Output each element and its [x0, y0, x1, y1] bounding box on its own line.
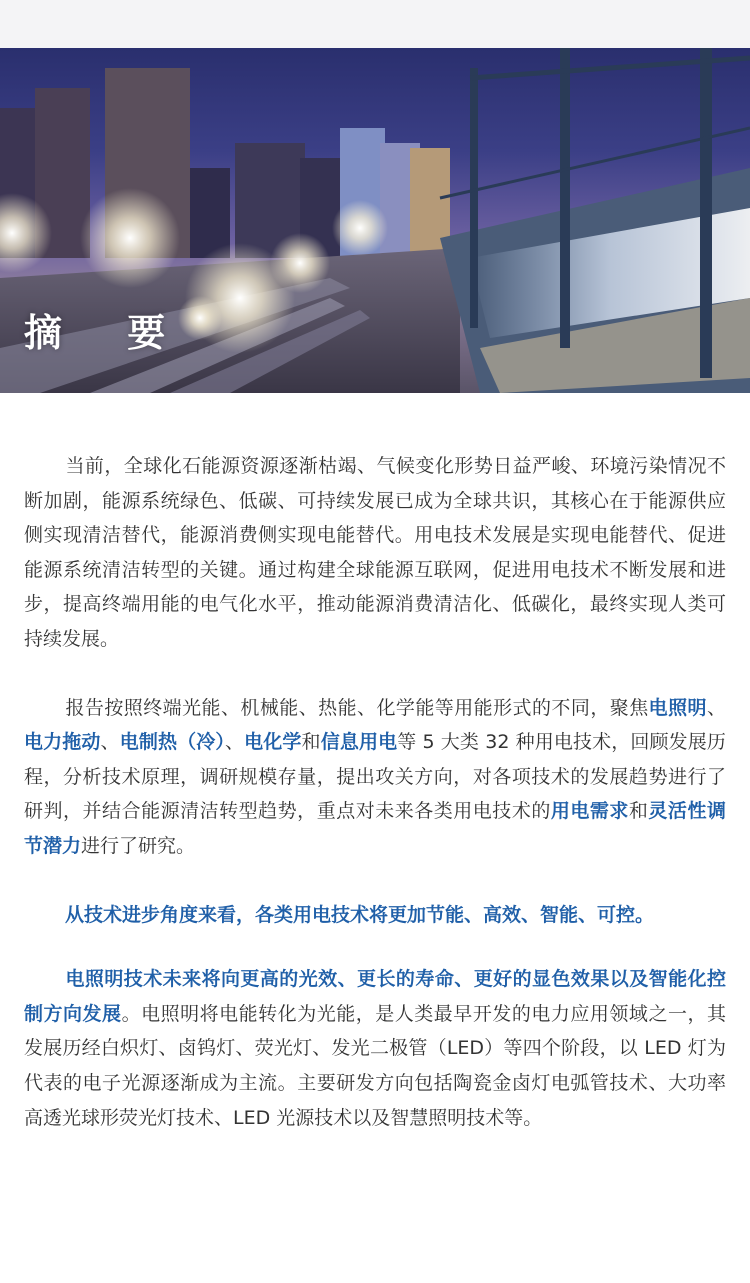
scope-text-d: 进行了研究。	[81, 834, 196, 857]
highlight-electric-drive: 电力拖动	[24, 731, 101, 754]
lighting-highlight: 电照明技术未来将向更高的光效、更长的寿命、更好的显色效果以及智能化控制方向发展	[24, 968, 726, 1025]
highlight-electrochemistry: 电化学	[244, 731, 302, 754]
article-body	[0, 393, 750, 1135]
paragraph-lighting	[24, 962, 726, 1135]
separator: 、	[706, 696, 726, 719]
scope-text-a: 报告按照终端光能、机械能、热能、化学能等用能形式的不同，聚焦	[65, 696, 649, 719]
lighting-text: 。电照明将电能转化为光能，是人类最早开发的电力应用领域之一，其发展历经白炽灯、卤钨灯、荧光灯、发光二极管（LED）等四个阶段，以 LED 灯为代表的电子光源逐渐成为主流。主要研发方向包括陶瓷金卤灯电弧管技术、大功率高透光球形荧光灯技术、LED 光源技术以及智慧照明技术等。	[24, 1002, 726, 1129]
page-title: 摘 要	[24, 311, 192, 355]
highlight-electric-heating: 电制热（冷）	[119, 731, 225, 754]
highlight-flexibility: 灵活性调节潜力	[24, 800, 726, 857]
paragraph-intro	[24, 449, 726, 657]
paragraph-key-message: 从技术进步角度来看，各类用电技术将更加节能、高效、智能、可控。	[65, 903, 655, 926]
paragraph-intro-text: 当前，全球化石能源资源逐渐枯竭、气候变化形势日益严峻、环境污染情况不断加剧，能源系统绿色、低碳、可持续发展已成为全球共识，其核心在于能源供应侧实现清洁替代，能源消费侧实现电能替代。用电技术发展是实现电能替代、促进能源系统清洁转型的关键。通过构建全球能源互联网，促进用电技术不断发展和进步，提高终端用能的电气化水平，推动能源消费清洁化、低碳化，最终实现人类可持续发展。	[24, 455, 726, 650]
highlight-demand: 用电需求	[550, 800, 629, 823]
highlight-electric-lighting: 电照明	[648, 696, 707, 719]
separator: 、	[100, 731, 120, 754]
hero-banner	[0, 48, 750, 393]
separator: 、	[225, 731, 245, 754]
conjunction: 和	[301, 731, 321, 754]
highlight-information-electricity: 信息用电	[320, 731, 398, 754]
paragraph-scope	[24, 691, 726, 864]
conjunction: 和	[628, 800, 649, 823]
top-spacer	[0, 0, 750, 48]
scope-text-c: 等 5 大类 32 种用电技术，回顾发展历程，分析技术原理，调研规模存量，提出攻关方向，对各项技术的发展趋势进行了研判，并结合能源清洁转型趋势，重点对未来各类用电技术的	[24, 731, 726, 823]
